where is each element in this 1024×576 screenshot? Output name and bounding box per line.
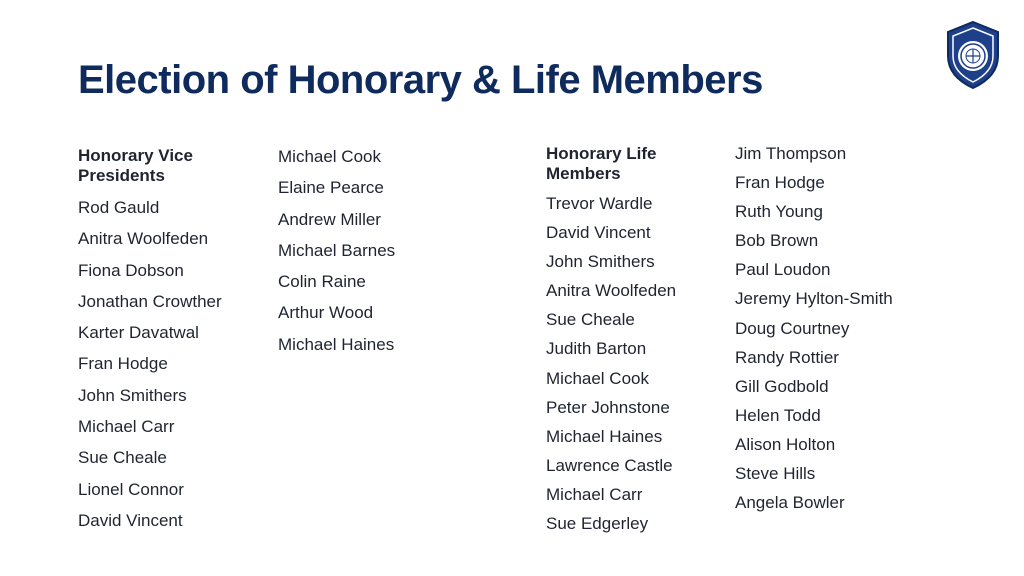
honorary-vice-presidents-column-1 bbox=[78, 146, 258, 536]
slide-title: Election of Honorary & Life Members bbox=[78, 58, 763, 102]
member-name: Michael Carr bbox=[78, 417, 175, 437]
member-name: Arthur Wood bbox=[278, 303, 374, 323]
member-name: Fran Hodge bbox=[78, 354, 168, 374]
member-name: Colin Raine bbox=[278, 272, 366, 292]
member-name: Lawrence Castle bbox=[546, 455, 673, 475]
member-name: David Vincent bbox=[546, 223, 651, 243]
honorary-life-members-list-2 bbox=[735, 139, 975, 517]
member-name: Gill Godbold bbox=[735, 376, 829, 396]
member-name: David Vincent bbox=[78, 510, 183, 530]
member-name: Michael Cook bbox=[546, 368, 649, 388]
member-name: Judith Barton bbox=[546, 339, 647, 359]
honorary-vice-presidents-list-1 bbox=[78, 192, 258, 536]
member-name: Alison Holton bbox=[735, 434, 836, 454]
member-name: Helen Todd bbox=[735, 405, 821, 425]
member-name: Doug Courtney bbox=[735, 318, 850, 338]
honorary-life-members-column-1 bbox=[546, 144, 726, 538]
honorary-life-members-column-2 bbox=[735, 144, 975, 517]
member-name: Jim Thompson bbox=[735, 144, 847, 163]
member-name: Trevor Wardle bbox=[546, 194, 653, 213]
member-name: Jonathan Crowther bbox=[78, 291, 222, 311]
member-name: Sue Cheale bbox=[78, 448, 167, 468]
member-name: John Smithers bbox=[78, 385, 187, 405]
member-name: Michael Barnes bbox=[278, 240, 396, 260]
member-name: Michael Carr bbox=[546, 484, 643, 504]
honorary-vice-presidents-heading: Honorary Vice Presidents bbox=[78, 146, 193, 185]
member-name: Bob Brown bbox=[735, 231, 819, 251]
honorary-life-members-heading: Honorary Life Members bbox=[546, 144, 657, 183]
member-name: Angela Bowler bbox=[735, 493, 845, 513]
honorary-vice-presidents-column-2 bbox=[278, 146, 498, 360]
member-name: Anitra Woolfeden bbox=[78, 229, 209, 249]
member-name: Karter Davatwal bbox=[78, 323, 199, 343]
member-name: Peter Johnstone bbox=[546, 397, 670, 417]
member-name: Anitra Woolfeden bbox=[546, 281, 677, 301]
member-name: Michael Cook bbox=[278, 147, 381, 166]
member-name: Randy Rottier bbox=[735, 347, 839, 367]
member-name: Steve Hills bbox=[735, 464, 816, 484]
member-name: Andrew Miller bbox=[278, 209, 381, 229]
member-name: Sue Cheale bbox=[546, 310, 635, 330]
member-name: Fran Hodge bbox=[735, 173, 825, 193]
honorary-life-members-list-1 bbox=[546, 189, 726, 538]
member-name: Fiona Dobson bbox=[78, 260, 184, 280]
crest-shield-icon bbox=[944, 20, 1002, 90]
honorary-vice-presidents-list-2 bbox=[278, 141, 498, 360]
member-name: Jeremy Hylton-Smith bbox=[735, 289, 893, 309]
member-name: Lionel Connor bbox=[78, 479, 184, 499]
member-name: Michael Haines bbox=[278, 334, 395, 354]
member-name: Michael Haines bbox=[546, 426, 663, 446]
member-name: John Smithers bbox=[546, 252, 655, 272]
member-name: Sue Edgerley bbox=[546, 514, 649, 534]
member-name: Paul Loudon bbox=[735, 260, 831, 280]
member-name: Elaine Pearce bbox=[278, 178, 384, 198]
member-name: Ruth Young bbox=[735, 202, 823, 222]
member-name: Rod Gauld bbox=[78, 198, 160, 217]
